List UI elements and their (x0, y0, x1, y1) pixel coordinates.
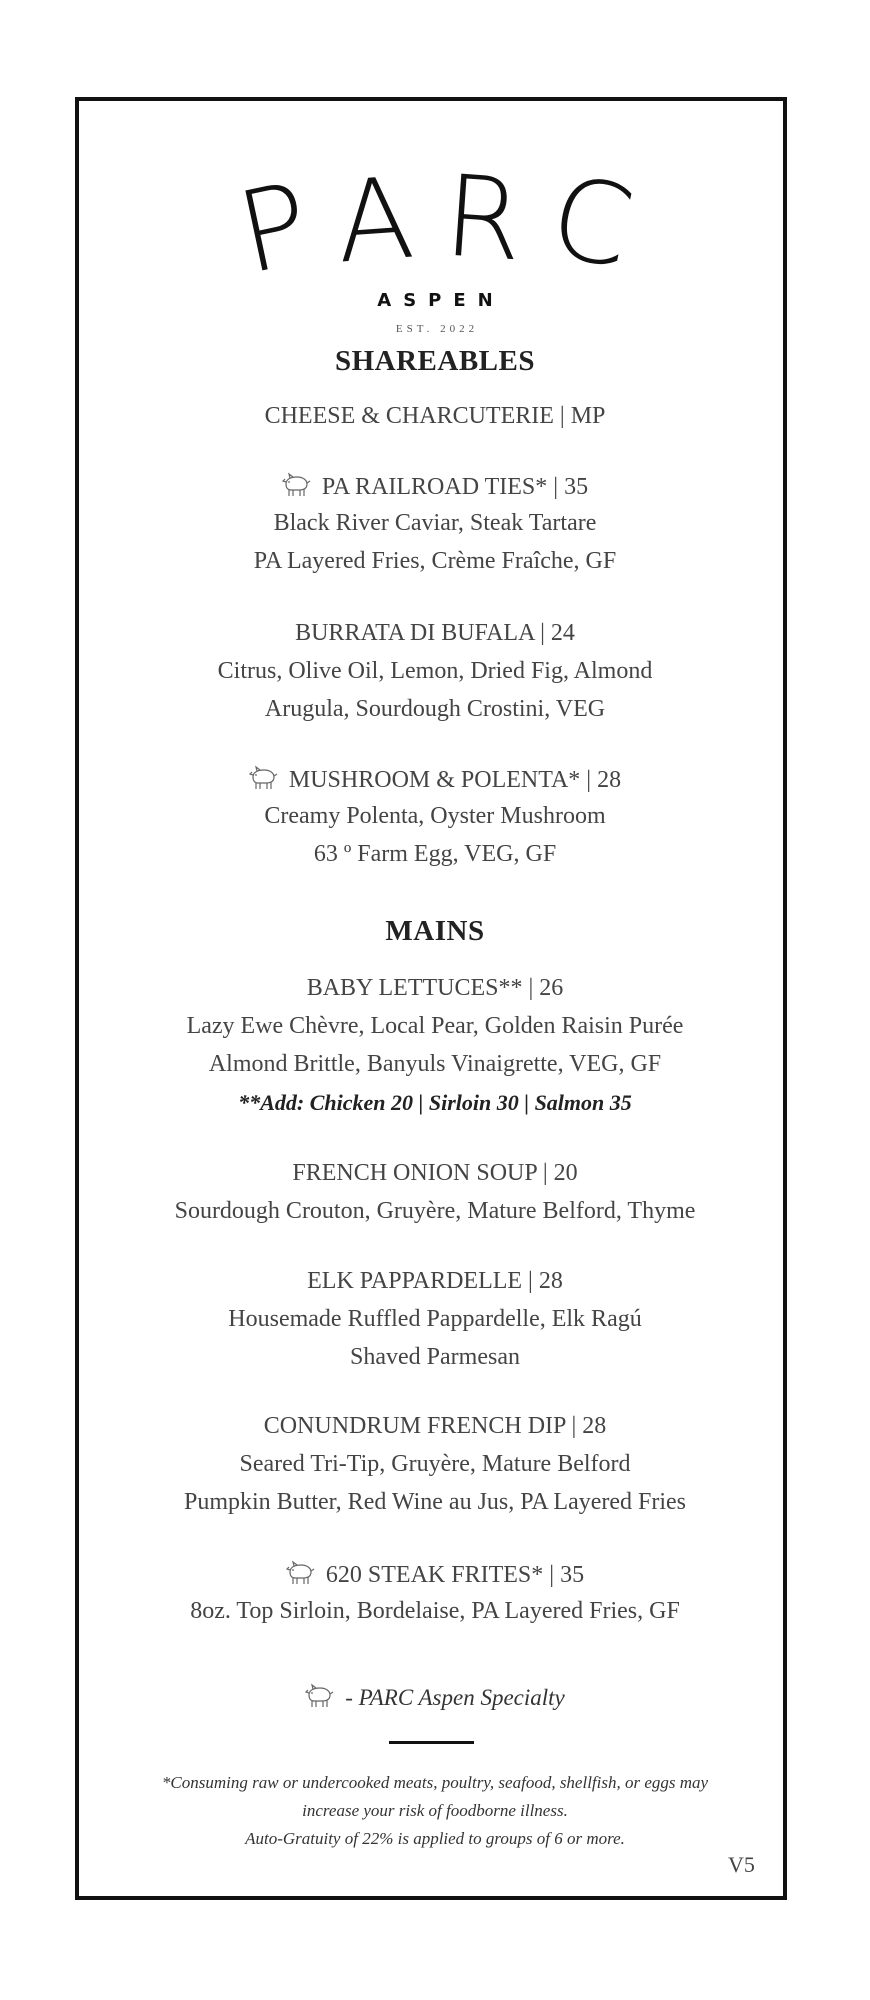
menu-item-description: PA Layered Fries, Crème Fraîche, GF (253, 548, 617, 574)
divider (389, 1741, 474, 1744)
pig-icon (286, 1560, 316, 1586)
menu-item-description: Shaved Parmesan (350, 1344, 520, 1370)
menu-item-title: CONUNDRUM FRENCH DIP | 28 (263, 1413, 607, 1439)
menu-item-description: 63 º Farm Egg, VEG, GF (313, 841, 557, 867)
pig-icon (249, 765, 279, 791)
logo-letter-a: A (332, 151, 449, 289)
footnote-line: *Consuming raw or undercooked meats, poultry, seafood, shellfish, or eggs may (161, 1773, 709, 1792)
menu-item-title (0, 765, 870, 794)
menu-item-title: FRENCH ONION SOUP | 20 (292, 1160, 578, 1186)
menu-item-title: ELK PAPPARDELLE | 28 (307, 1268, 563, 1294)
legend-text: - PARC Aspen Specialty (345, 1685, 565, 1710)
menu-item-addon: **Add: Chicken 20 | Sirloin 30 | Salmon 35 (238, 1090, 632, 1115)
logo-subtitle: ASPEN (377, 290, 505, 311)
logo-letter-c: C (539, 151, 673, 301)
specialty-legend (0, 1683, 870, 1711)
menu-item-description: Almond Brittle, Banyuls Vinaigrette, VEG, GF (208, 1051, 662, 1077)
menu-item-description: Pumpkin Butter, Red Wine au Jus, PA Layered Fries (183, 1489, 687, 1515)
menu-item-description: Arugula, Sourdough Crostini, VEG (264, 696, 606, 722)
menu-item-description: Seared Tri-Tip, Gruyère, Mature Belford (239, 1451, 631, 1477)
logo-letter-p: P (227, 152, 350, 300)
footnote-line: increase your risk of foodborne illness. (302, 1801, 568, 1820)
menu-item-description: Citrus, Olive Oil, Lemon, Dried Fig, Almond (217, 658, 653, 684)
menu-item-description: Lazy Ewe Chèvre, Local Pear, Golden Raisin Purée (186, 1013, 684, 1039)
section-heading-shareables: SHAREABLES (334, 345, 535, 377)
pig-icon (305, 1683, 335, 1709)
menu-item-description: Black River Caviar, Steak Tartare (273, 510, 597, 536)
item-title-text: MUSHROOM & POLENTA* | 28 (288, 767, 622, 793)
menu-item-title: CHEESE & CHARCUTERIE | MP (264, 403, 606, 429)
menu-item-description: Housemade Ruffled Pappardelle, Elk Ragú (228, 1306, 642, 1332)
menu-item-description: Sourdough Crouton, Gruyère, Mature Belford, Thyme (174, 1198, 696, 1224)
item-title-text: 620 STEAK FRITES* | 35 (325, 1562, 585, 1588)
section-heading-mains: MAINS (385, 915, 485, 947)
menu-item-title: BABY LETTUCES** | 26 (306, 975, 564, 1001)
menu-item-title: BURRATA DI BUFALA | 24 (295, 620, 575, 646)
logo-established: EST. 2022 (395, 323, 479, 335)
menu-item-description: 8oz. Top Sirloin, Bordelaise, PA Layered Fries, GF (190, 1598, 680, 1624)
logo-letter-r: R (440, 151, 557, 289)
pig-icon (282, 472, 312, 498)
menu-item-title (0, 1560, 870, 1589)
menu-item-title (0, 472, 870, 501)
version-label: V5 (728, 1852, 755, 1877)
footnote-line: Auto-Gratuity of 22% is applied to groups of 6 or more. (245, 1829, 625, 1848)
logo (0, 151, 870, 335)
item-title-text: PA RAILROAD TIES* | 35 (321, 474, 589, 500)
menu-item-description: Creamy Polenta, Oyster Mushroom (264, 803, 606, 829)
